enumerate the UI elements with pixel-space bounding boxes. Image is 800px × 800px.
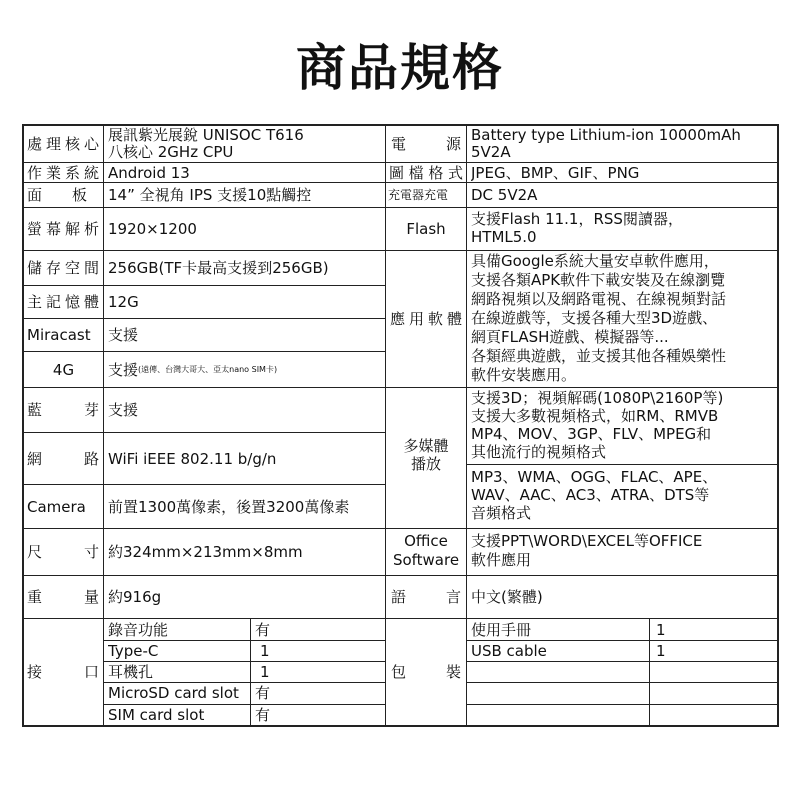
apps-line: 在線遊戲等，支援各種大型3D遊戲、 (471, 309, 718, 327)
apps-line: 網頁FLASH遊戲、模擬器等... (471, 328, 669, 346)
camera-value: 前置1300萬像素，後置3200萬像素 (108, 497, 350, 516)
camera-label: Camera (27, 497, 86, 516)
network-value: WiFi iEEE 802.11 b/g/n (108, 449, 277, 468)
package-label: 包 裝 (391, 663, 461, 681)
video-line: 其他流行的視頻格式 (471, 443, 607, 461)
memory-value: 12G (108, 293, 139, 311)
storage-label: 儲存空間 (27, 259, 99, 277)
storage-value: 256GB(TF卡最高支援到256GB) (108, 259, 329, 277)
4g-note: (遠傳、台灣大哥大、亞太nano SIM卡) (138, 364, 278, 374)
weight-label: 重 量 (27, 588, 99, 606)
package-item-name: USB cable (471, 642, 547, 660)
spec-table (22, 124, 779, 727)
4g-value: 支援 (108, 360, 139, 379)
port-name: 耳機孔 (108, 663, 154, 681)
port-value: 1 (260, 663, 270, 681)
cpu-value-line2: 八核心 2GHz CPU (108, 143, 234, 161)
video-line: MP4、MOV、3GP、FLV、MPEG和 (471, 425, 712, 443)
apps-line: 軟件安裝應用。 (471, 366, 577, 384)
ports-label: 接 口 (27, 663, 99, 681)
miracast-value: 支援 (108, 326, 139, 344)
language-value: 中文(繁體) (471, 588, 543, 606)
flash-label: Flash (406, 220, 446, 238)
charger-label: 充電器充電 (388, 188, 449, 202)
office-value-line2: 軟件應用 (471, 551, 532, 569)
memory-label: 主記憶體 (27, 293, 99, 311)
miracast-label: Miracast (27, 326, 91, 344)
package-item-qty: 1 (656, 621, 666, 639)
resolution-value: 1920×1200 (108, 220, 197, 238)
port-name: MicroSD card slot (108, 684, 239, 702)
apps-line: 支援各類APK軟件下載安裝及在線瀏覽 (471, 271, 726, 289)
multimedia-label-line2: 播放 (410, 455, 441, 473)
audio-line: WAV、AAC、AC3、ATRA、DTS等 (471, 486, 710, 504)
power-label: 電 源 (391, 135, 461, 153)
apps-label: 應用軟體 (390, 310, 462, 328)
charger-value: DC 5V2A (471, 186, 538, 204)
cpu-value-line1: 展訊紫光展銳 UNISOC T616 (108, 126, 304, 144)
audio-line: 音頻格式 (471, 504, 532, 522)
image-format-label: 圖檔格式 (389, 164, 463, 182)
apps-line: 各類經典遊戲，並支援其他各種娛樂性 (471, 347, 727, 365)
flash-value-line2: HTML5.0 (471, 228, 537, 246)
port-name: 錄音功能 (108, 621, 169, 639)
power-value-line2: 5V2A (471, 143, 511, 161)
office-label-line2: Software (392, 551, 460, 569)
apps-line: 網路視頻以及網路電視、在線視頻對話 (471, 290, 727, 308)
size-value: 約324mm×213mm×8mm (108, 543, 303, 561)
package-item-qty: 1 (656, 642, 666, 660)
image-format-value: JPEG、BMP、GIF、PNG (471, 164, 640, 182)
port-name: SIM card slot (108, 706, 205, 724)
port-value: 有 (255, 706, 271, 724)
port-value: 1 (260, 642, 270, 660)
bluetooth-value: 支援 (108, 401, 139, 419)
package-item-name: 使用手冊 (471, 621, 532, 639)
office-value-line1: 支援PPT\WORD\EXCEL等OFFICE (471, 532, 703, 550)
4g-label: 4G (52, 360, 75, 379)
port-value: 有 (255, 684, 271, 702)
os-value: Android 13 (108, 164, 190, 182)
resolution-label: 螢幕解析 (27, 220, 99, 238)
video-line: 支援大多數視頻格式，如RM、RMVB (471, 407, 719, 425)
port-name: Type-C (108, 642, 159, 660)
office-label-line1: Office (404, 532, 448, 550)
power-value-line1: Battery type Lithium-ion 10000mAh (471, 126, 741, 144)
weight-value: 約916g (108, 588, 162, 606)
language-label: 語 言 (391, 588, 461, 606)
flash-value-line1: 支援Flash 11.1，RSS閱讀器， (471, 210, 683, 228)
bluetooth-label: 藍 芽 (27, 401, 99, 419)
size-label: 尺 寸 (27, 543, 99, 561)
os-label: 作業系統 (27, 164, 99, 182)
cpu-label: 處理核心 (27, 135, 99, 153)
apps-line: 具備Google系統大量安卓軟件應用， (471, 252, 719, 270)
panel-label: 面 板 (27, 186, 88, 204)
video-line: 支援3D；視頻解碼(1080P\2160P等) (471, 389, 724, 407)
page-title: 商品規格 (296, 39, 504, 97)
audio-line: MP3、WMA、OGG、FLAC、APE、 (471, 468, 718, 486)
network-label: 網 路 (27, 449, 99, 468)
multimedia-label-line1: 多媒體 (403, 437, 449, 455)
panel-value: 14” 全視角 IPS 支援10點觸控 (108, 186, 312, 204)
port-value: 有 (255, 621, 271, 639)
